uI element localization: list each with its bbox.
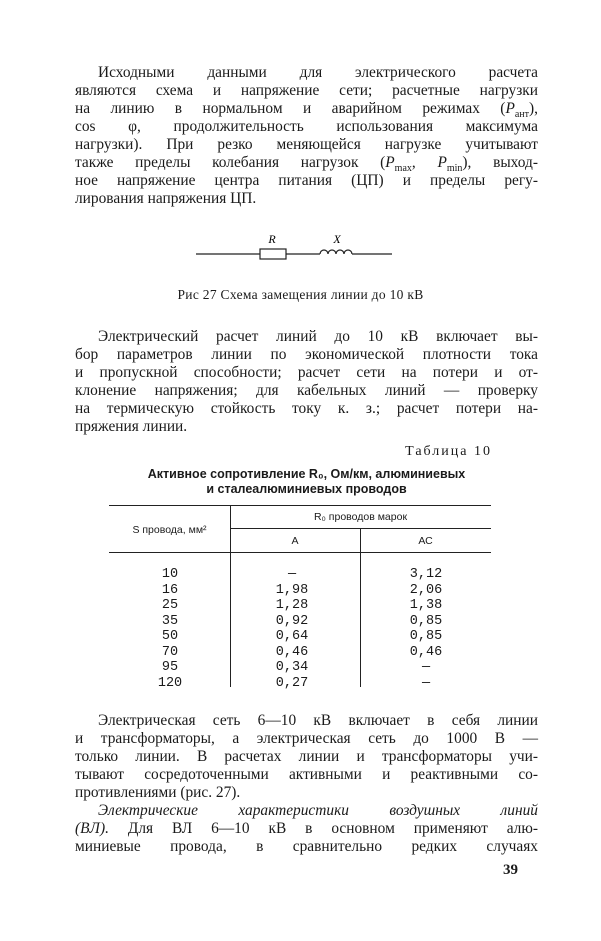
inductor-symbol (320, 250, 352, 254)
table-cell: 2,06 (409, 582, 443, 598)
paragraph-4-line-1: Электрические характеристики воздушных линий (98, 802, 538, 819)
table-top-rule (109, 505, 491, 506)
table-cell: 3,12 (409, 567, 443, 582)
table-cell: 95 (161, 660, 179, 675)
column-cross-section (148, 567, 192, 691)
header-col-a: А (291, 535, 299, 547)
table-title-line-1: Активное сопротивление R₀, Ом/км, алюминиевых (147, 467, 466, 481)
paragraph-1-line-7: ное напряжение центра питания (ЦП) и пределы регу- (75, 172, 538, 189)
paragraph-4-line-2: (ВЛ). Для ВЛ 6—10 кВ в основном применяют алю- (75, 820, 538, 837)
table-cell: 1,38 (409, 598, 443, 613)
figure-caption: Рис 27 Схема замещения линии до 10 кВ (177, 287, 424, 302)
table-label: Таблица 10 (405, 444, 492, 459)
paragraph-2-line-6: пряжения линии. (75, 418, 188, 435)
label-r: R (268, 232, 276, 246)
paragraph-4-line-3: миниевые провода, в сравнительно редких случаях (75, 838, 538, 855)
table-cell: 0,92 (275, 613, 309, 629)
page-number: 39 (503, 862, 518, 878)
header-cross-section: S провода, мм² (132, 524, 207, 536)
paragraph-2-line-4: клонение напряжения; для кабельных линий — проверку (75, 382, 538, 399)
table-header-rule (109, 552, 491, 553)
paragraph-3-line-3: только линии. В расчетах линии и трансформаторы учи- (75, 748, 538, 765)
table-cell: 120 (157, 675, 183, 691)
table-cell: 25 (161, 598, 179, 613)
table-vertical-rule-2 (360, 528, 361, 687)
paragraph-3-line-2: и трансформаторы, а электрическая сеть до 1000 В — (75, 730, 538, 747)
label-x: X (333, 232, 341, 246)
table-cell: 50 (161, 629, 179, 644)
column-ac (396, 567, 456, 691)
paragraph-1-line-6: также пределы колебания нагрузок ($P_{max}$, $P_{min}$), выход- (75, 154, 538, 175)
header-r0-group: R₀ проводов марок (313, 511, 408, 523)
table-cell: — (421, 660, 431, 675)
table-cell: 35 (161, 613, 179, 629)
table-title-line-2: и сталеалюминиевых проводов (206, 482, 407, 496)
equivalent-circuit-diagram (196, 232, 396, 268)
paragraph-1-line-5: нагрузки). При резко меняющейся нагрузке учитывают (75, 136, 538, 153)
table-cell: 0,46 (275, 644, 309, 660)
paragraph-1-line-4: cos φ, продолжительность использования максимума (75, 118, 538, 135)
column-a (262, 567, 322, 691)
table-cell: 1,28 (275, 598, 309, 613)
header-col-ac: АС (418, 535, 433, 547)
paragraph-2-line-2: бор параметров линии по экономической плотности тока (75, 346, 538, 363)
paragraph-3-line-4: тывают сосредоточенными активными и реактивными со- (75, 766, 538, 783)
paragraph-1-line-3: на линию в нормальном и аварийном режимах $(P_{ант})$, (75, 100, 538, 121)
paragraph-2-line-5: на термическую стойкость току к. з.; расчет потери на- (75, 400, 538, 417)
table-vertical-rule-1 (230, 505, 231, 687)
table-cell: 0,27 (275, 675, 309, 691)
paragraph-1-line-8: лирования напряжения ЦП. (75, 190, 257, 207)
paragraph-2-line-1: Электрический расчет линий до 10 кВ включает вы- (98, 328, 538, 345)
table-cell: 16 (161, 582, 179, 598)
paragraph-1-line-2: являются схема и напряжение сети; расчетные нагрузки (75, 82, 538, 99)
paragraph-3-line-5: противлениями (рис. 27). (75, 784, 241, 801)
table-cell: 0,46 (409, 644, 443, 660)
table-cell: 70 (161, 644, 179, 660)
table-cell: 0,34 (275, 660, 309, 675)
resistor-symbol (260, 249, 286, 259)
table-cell: 0,64 (275, 629, 309, 644)
paragraph-1-line-1: Исходными данными для электрического расчета (98, 64, 538, 81)
paragraph-3-line-1: Электрическая сеть 6—10 кВ включает в себя линии (98, 712, 538, 729)
table-cell: 0,85 (409, 613, 443, 629)
paragraph-2-line-3: и пропускной способности; расчет сети на потери и от- (75, 364, 538, 381)
table-cell: 0,85 (409, 629, 443, 644)
table-cell: 10 (161, 567, 179, 582)
table-cell: — (287, 567, 297, 582)
table-cell: 1,98 (275, 582, 309, 598)
table-cell: — (421, 675, 431, 691)
